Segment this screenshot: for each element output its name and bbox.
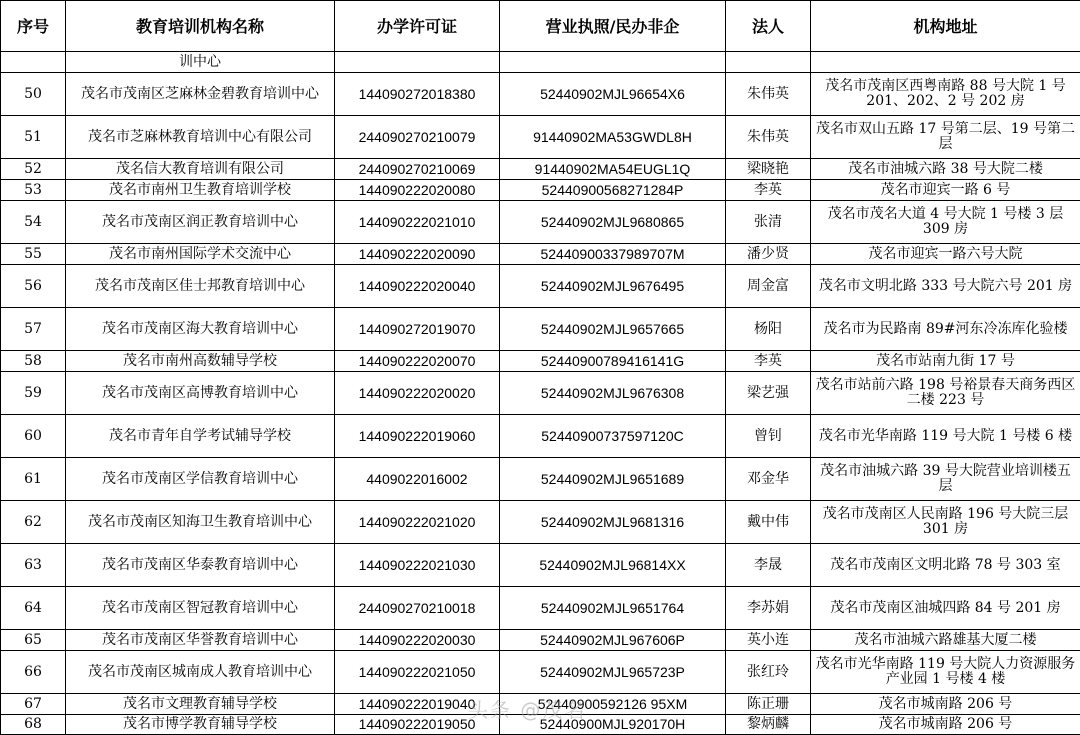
cell-business-license: 52440902MJL965723P xyxy=(500,651,726,694)
table-row xyxy=(1,244,1080,265)
cell-license: 244090270210018 xyxy=(335,587,500,630)
cell-name: 茂名市南州国际学术交流中心 xyxy=(66,244,335,265)
cell-address: 茂名市油城六路雄基大厦二楼 xyxy=(811,630,1080,651)
cell-address: 茂名市迎宾一路六号大院 xyxy=(811,244,1080,265)
cell-address: 茂名市油城六路 39 号大院营业培训楼五层 xyxy=(811,458,1080,501)
cell-no: 50 xyxy=(1,73,66,116)
cell-no: 58 xyxy=(1,351,66,372)
cell-address: 茂名市站前六路 198 号裕景春天商务西区二楼 223 号 xyxy=(811,372,1080,415)
cell-name: 茂名市茂南区华誉教育培训中心 xyxy=(66,630,335,651)
cell-address: 茂名市为民路南 89#河东冷冻库化验楼 xyxy=(811,308,1080,351)
header-address: 机构地址 xyxy=(811,1,1080,52)
cell-address: 茂名市油城六路 38 号大院二楼 xyxy=(811,159,1080,180)
cell-business-license: 52440900337989707M xyxy=(500,244,726,265)
cell-name: 茂名市茂南区润正教育培训中心 xyxy=(66,201,335,244)
cell-no: 60 xyxy=(1,415,66,458)
cell-license: 144090222021010 xyxy=(335,201,500,244)
watermark: 头条 @茂名 xyxy=(468,694,586,723)
cell-business-license: 52440902MJL96814XX xyxy=(500,544,726,587)
cell-legal-rep: 潘少贤 xyxy=(726,244,811,265)
cell-business-license: 52440902MJL9676308 xyxy=(500,372,726,415)
cell-address xyxy=(811,52,1080,73)
cell-license: 144090222019050 xyxy=(335,715,500,735)
table-row xyxy=(1,265,1080,308)
table-row xyxy=(1,715,1080,735)
table-row xyxy=(1,201,1080,244)
cell-legal-rep: 周金富 xyxy=(726,265,811,308)
cell-no: 57 xyxy=(1,308,66,351)
cell-no xyxy=(1,52,66,73)
cell-no: 67 xyxy=(1,694,66,715)
cell-address: 茂名市光华南路 119 号大院人力资源服务产业园 1 号楼 4 楼 xyxy=(811,651,1080,694)
cell-license: 144090222020040 xyxy=(335,265,500,308)
cell-address: 茂名市茂南区西粤南路 88 号大院 1 号 201、202、2 号 202 房 xyxy=(811,73,1080,116)
table-row xyxy=(1,116,1080,159)
table-row xyxy=(1,180,1080,201)
cell-name: 茂名市茂南区学信教育培训中心 xyxy=(66,458,335,501)
cell-name: 茂名市芝麻林教育培训中心有限公司 xyxy=(66,116,335,159)
cell-legal-rep: 陈正珊 xyxy=(726,694,811,715)
table-row xyxy=(1,308,1080,351)
cell-legal-rep: 戴中伟 xyxy=(726,501,811,544)
cell-no: 51 xyxy=(1,116,66,159)
cell-business-license: 52440902MJL9680865 xyxy=(500,201,726,244)
cell-address: 茂名市站南九街 17 号 xyxy=(811,351,1080,372)
cell-license: 144090222019060 xyxy=(335,415,500,458)
cell-legal-rep: 李英 xyxy=(726,180,811,201)
cell-legal-rep: 朱伟英 xyxy=(726,116,811,159)
table-row xyxy=(1,501,1080,544)
cell-business-license: 52440900568271284P xyxy=(500,180,726,201)
table-row xyxy=(1,372,1080,415)
cell-license: 144090222021030 xyxy=(335,544,500,587)
cell-business-license: 52440900592126 95XM xyxy=(500,694,726,715)
header-name: 教育培训机构名称 xyxy=(66,1,335,52)
cell-license: 144090272018380 xyxy=(335,73,500,116)
cell-business-license: 52440902MJL9657665 xyxy=(500,308,726,351)
cell-business-license: 52440902MJL9676495 xyxy=(500,265,726,308)
cell-name: 茂名市茂南区海大教育培训中心 xyxy=(66,308,335,351)
table-row xyxy=(1,587,1080,630)
cell-business-license xyxy=(500,52,726,73)
cell-legal-rep: 梁艺强 xyxy=(726,372,811,415)
cell-name: 茂名市茂南区智冠教育培训中心 xyxy=(66,587,335,630)
cell-address: 茂名市茂南区文明北路 78 号 303 室 xyxy=(811,544,1080,587)
cell-business-license: 52440902MJL9651689 xyxy=(500,458,726,501)
cell-legal-rep: 杨阳 xyxy=(726,308,811,351)
cell-legal-rep: 黎炳麟 xyxy=(726,715,811,735)
cell-business-license: 52440902MJL96654X6 xyxy=(500,73,726,116)
cell-name: 训中心 xyxy=(66,52,335,73)
cell-name: 茂名信大教育培训有限公司 xyxy=(66,159,335,180)
cell-business-license: 52440902MJL9651764 xyxy=(500,587,726,630)
cell-no: 63 xyxy=(1,544,66,587)
cell-address: 茂名市城南路 206 号 xyxy=(811,715,1080,735)
header-license: 办学许可证 xyxy=(335,1,500,52)
cell-business-license: 52440900789416141G xyxy=(500,351,726,372)
table-row xyxy=(1,458,1080,501)
cell-no: 66 xyxy=(1,651,66,694)
table-row xyxy=(1,52,1080,73)
header-business-license: 营业执照/民办非企 xyxy=(500,1,726,52)
cell-legal-rep: 李英 xyxy=(726,351,811,372)
cell-no: 61 xyxy=(1,458,66,501)
cell-license: 144090272019070 xyxy=(335,308,500,351)
cell-legal-rep: 李苏娟 xyxy=(726,587,811,630)
cell-address: 茂名市光华南路 119 号大院 1 号楼 6 楼 xyxy=(811,415,1080,458)
cell-license: 244090270210079 xyxy=(335,116,500,159)
cell-name: 茂名市茂南区华泰教育培训中心 xyxy=(66,544,335,587)
cell-legal-rep: 曾钊 xyxy=(726,415,811,458)
cell-no: 65 xyxy=(1,630,66,651)
cell-license: 144090222020020 xyxy=(335,372,500,415)
cell-license: 4409022016002 xyxy=(335,458,500,501)
cell-business-license: 52440900737597120C xyxy=(500,415,726,458)
cell-no: 59 xyxy=(1,372,66,415)
cell-license: 144090222019040 xyxy=(335,694,500,715)
cell-license: 144090222020070 xyxy=(335,351,500,372)
cell-name: 茂名市文理教育辅导学校 xyxy=(66,694,335,715)
cell-no: 62 xyxy=(1,501,66,544)
cell-name: 茂名市茂南区高博教育培训中心 xyxy=(66,372,335,415)
cell-address: 茂名市文明北路 333 号大院六号 201 房 xyxy=(811,265,1080,308)
cell-legal-rep: 张清 xyxy=(726,201,811,244)
cell-name: 茂名市茂南区知海卫生教育培训中心 xyxy=(66,501,335,544)
cell-name: 茂名市茂南区芝麻林金碧教育培训中心 xyxy=(66,73,335,116)
cell-no: 54 xyxy=(1,201,66,244)
cell-legal-rep: 张红玲 xyxy=(726,651,811,694)
header-no: 序号 xyxy=(1,1,66,52)
cell-no: 68 xyxy=(1,715,66,735)
cell-no: 52 xyxy=(1,159,66,180)
cell-name: 茂名市青年自学考试辅导学校 xyxy=(66,415,335,458)
cell-address: 茂名市双山五路 17 号第二层、19 号第二层 xyxy=(811,116,1080,159)
cell-name: 茂名市南州高数辅导学校 xyxy=(66,351,335,372)
cell-license: 244090270210069 xyxy=(335,159,500,180)
cell-license: 144090222020090 xyxy=(335,244,500,265)
cell-address: 茂名市茂南区油城四路 84 号 201 房 xyxy=(811,587,1080,630)
cell-business-license: 91440902MA53GWDL8H xyxy=(500,116,726,159)
cell-no: 55 xyxy=(1,244,66,265)
cell-license: 144090222021020 xyxy=(335,501,500,544)
cell-name: 茂名市南州卫生教育培训学校 xyxy=(66,180,335,201)
cell-address: 茂名市迎宾一路 6 号 xyxy=(811,180,1080,201)
cell-business-license: 52440902MJL9681316 xyxy=(500,501,726,544)
table-row xyxy=(1,694,1080,715)
header-row xyxy=(1,1,1080,52)
table-row xyxy=(1,630,1080,651)
cell-business-license: 91440902MA54EUGL1Q xyxy=(500,159,726,180)
cell-legal-rep: 英小连 xyxy=(726,630,811,651)
cell-name: 茂名市博学教育辅导学校 xyxy=(66,715,335,735)
table-row xyxy=(1,544,1080,587)
table-row xyxy=(1,351,1080,372)
cell-license: 144090222021050 xyxy=(335,651,500,694)
table-row xyxy=(1,651,1080,694)
cell-no: 64 xyxy=(1,587,66,630)
cell-business-license: 52440902MJL967606P xyxy=(500,630,726,651)
table-row xyxy=(1,159,1080,180)
cell-license: 144090222020080 xyxy=(335,180,500,201)
cell-name: 茂名市茂南区佳士邦教育培训中心 xyxy=(66,265,335,308)
cell-legal-rep xyxy=(726,52,811,73)
cell-license: 144090222020030 xyxy=(335,630,500,651)
cell-address: 茂名市茂名大道 4 号大院 1 号楼 3 层 309 房 xyxy=(811,201,1080,244)
cell-legal-rep: 李晟 xyxy=(726,544,811,587)
table-row xyxy=(1,73,1080,116)
cell-name: 茂名市茂南区城南成人教育培训中心 xyxy=(66,651,335,694)
cell-legal-rep: 朱伟英 xyxy=(726,73,811,116)
header-legal-rep: 法人 xyxy=(726,1,811,52)
cell-no: 53 xyxy=(1,180,66,201)
table-row xyxy=(1,415,1080,458)
cell-business-license: 52440900MJL920170H xyxy=(500,715,726,735)
cell-address: 茂名市城南路 206 号 xyxy=(811,694,1080,715)
cell-address: 茂名市茂南区人民南路 196 号大院三层 301 房 xyxy=(811,501,1080,544)
cell-license xyxy=(335,52,500,73)
cell-legal-rep: 邓金华 xyxy=(726,458,811,501)
cell-no: 56 xyxy=(1,265,66,308)
cell-legal-rep: 梁晓艳 xyxy=(726,159,811,180)
